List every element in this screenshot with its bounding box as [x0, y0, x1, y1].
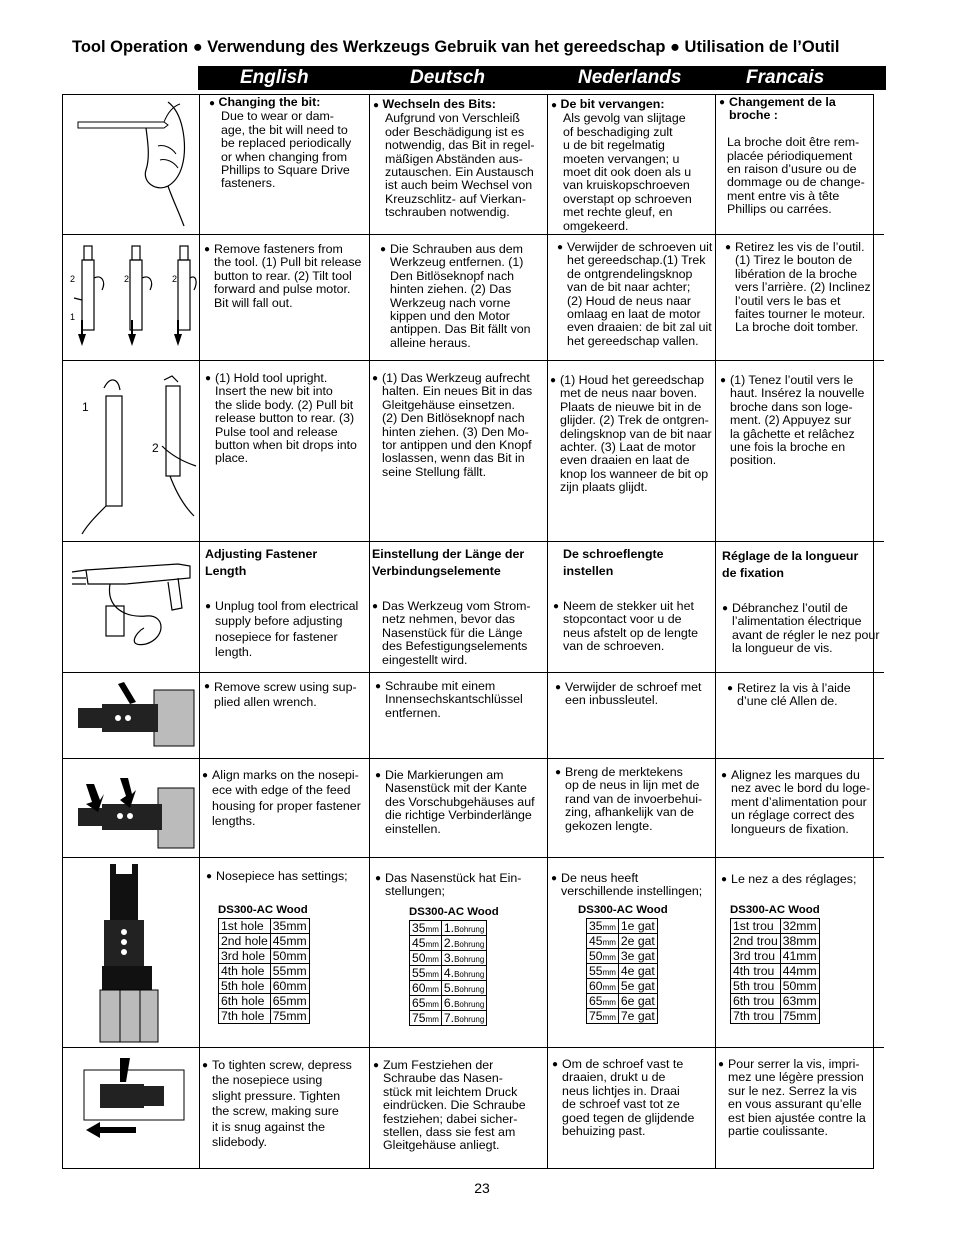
row7-en: ● Nosepiece has settings; — [206, 869, 348, 883]
settings-row — [410, 966, 487, 981]
svg-text:2: 2 — [152, 441, 159, 455]
settings-table-nl: DS300-AC Wood 35mm 1e gat 45mm 2e gat 50mm 3e gat 55mm 4e gat 60mm 5e gat 65mm 6e gat 75mm 7e gat — [578, 904, 668, 1023]
settings-row — [731, 994, 820, 1009]
setting-length: 75mm — [272, 1009, 307, 1023]
setting-hole: 7th trou — [733, 1009, 775, 1023]
setting-hole: 1. — [443, 921, 455, 935]
lang-nederlands: Nederlands — [578, 67, 682, 88]
row2-fr: ● Retirez les vis de l’outil. (1) Tirez le bouton de libération de la broche vers l’arrière. (2) Inclinez l’outil vers le bas et faites tourner le moteur. La broche doit tomber. — [725, 240, 871, 335]
setting-length: 45 — [412, 936, 426, 950]
setting-hole: 1e gat — [620, 919, 655, 933]
lang-deutsch: Deutsch — [410, 67, 485, 88]
setting-length: 65mm — [272, 994, 307, 1008]
setting-hole: 6th hole — [221, 994, 265, 1008]
svg-text:2: 2 — [172, 274, 178, 284]
row2-de: ● Die Schrauben aus dem Werkzeug entfernen. (1) Den Bitlöseknopf nach hinten ziehen. (2) Das Werkzeug nach vorne kippen und den Motor antippen. Das Bit fällt von alleine heraus. — [380, 242, 531, 350]
setting-length: 45 — [589, 934, 603, 948]
row8-de: ● Zum Festziehen der Schraube das Nasen- stück mit leichtem Druck eindrücken. Die Schraube festziehen; dabei sicher- stellen, dass sie fest am Gleitgehäuse anliegt. — [373, 1058, 526, 1153]
setting-hole: 5e gat — [620, 979, 655, 993]
setting-unit: mm — [425, 970, 439, 979]
setting-length: 35 — [412, 921, 426, 935]
setting-hole: 2. — [443, 936, 455, 950]
tighten-screw-illustration — [80, 1052, 196, 1142]
row5-nl: ● Verwijder de schroef met een inbussleutel. — [555, 680, 702, 708]
hand-holding-bit-illustration — [68, 98, 196, 230]
svg-text:1: 1 — [70, 312, 76, 322]
unplug-tool-illustration — [66, 548, 196, 666]
setting-length: 75 — [589, 1009, 603, 1023]
setting-length: 32mm — [782, 919, 817, 933]
setting-hole: 4th trou — [733, 964, 775, 978]
setting-unit: mm — [425, 955, 439, 964]
row7-de: ● Das Nasenstück hat Ein- stellungen; — [375, 871, 522, 899]
setting-hole-word: Bohrung — [454, 955, 485, 964]
svg-text:2: 2 — [70, 274, 76, 284]
setting-length: 75mm — [782, 1009, 817, 1023]
setting-length: 60 — [412, 981, 426, 995]
bit-insert-illustration — [66, 366, 198, 538]
row3-de: ● (1) Das Werkzeug aufrecht halten. Ein neues Bit in das Gleitgehäuse einsetzen. (2) Den Bitlöseknopf nach hinten ziehen. (3) Den Mo- tor antippen und den Knopf loslassen, wenn das Bit in seine Stellung fällt. — [372, 371, 533, 479]
setting-length: 45mm — [272, 934, 307, 948]
row3-nl: ● (1) Houd het gereedschap met de neus naar boven. Plaats de nieuwe bit in de glijder. (2) Trek de ontgren- delingsknop van de bit naar achter. (3) Laat de motor even draaien en laat de knop los wanneer de bit op zijn plaats glijdt. — [550, 373, 712, 495]
setting-length: 63mm — [782, 994, 817, 1008]
setting-length: 55mm — [272, 964, 307, 978]
nosepiece-settings-illustration — [96, 860, 166, 1044]
setting-hole-word: Bohrung — [454, 1000, 485, 1009]
settings-row — [410, 936, 487, 951]
setting-unit: mm — [602, 938, 616, 947]
allen-wrench-illustration — [72, 678, 196, 750]
setting-hole-word: Bohrung — [454, 1015, 485, 1024]
setting-hole: 5th trou — [733, 979, 775, 993]
settings-row — [219, 1009, 310, 1024]
row6-de: ● Die Markierungen am Nasenstück mit der Kante des Vorschubgehäuses auf die richtige Verbinderlänge einstellen. — [375, 768, 535, 836]
setting-length: 55 — [412, 966, 426, 980]
setting-hole-word: Bohrung — [454, 925, 485, 934]
setting-length: 38mm — [782, 934, 817, 948]
setting-unit: mm — [602, 953, 616, 962]
setting-hole: 3rd hole — [221, 949, 266, 963]
row2-en: ● Remove fasteners from the tool. (1) Pull bit release button to rear. (2) Tilt tool forward and pulse motor. Bit will fall out. — [204, 242, 362, 310]
settings-table-de: DS300-AC Wood 35mm 1.Bohrung 45mm 2.Bohrung 50mm 3.Bohrung 55mm 4.Bohrung 60mm 5.Bohrung 65mm 6.Bohrung 75mm 7.Bohrung — [409, 906, 499, 1025]
settings-row — [587, 949, 658, 964]
row6-en: ● Align marks on the nosepi- ece with edge of the feed housing for proper fastener lengths. — [202, 768, 361, 829]
settings-row — [731, 964, 820, 979]
settings-row — [410, 951, 487, 966]
settings-row — [219, 994, 310, 1009]
setting-hole: 4th hole — [221, 964, 265, 978]
setting-unit: mm — [602, 998, 616, 1007]
setting-length: 44mm — [782, 964, 817, 978]
language-header-bar — [198, 66, 886, 90]
settings-row — [731, 919, 820, 934]
setting-length: 55 — [589, 964, 603, 978]
row4-nl: De schroeflengte instellen ● Neem de stekker uit het stopcontact voor u de neus afstelt op de lengte van de schroeven. — [553, 547, 699, 654]
setting-hole: 3e gat — [620, 949, 655, 963]
settings-row — [587, 1009, 658, 1024]
setting-length: 50mm — [272, 949, 307, 963]
settings-row — [731, 979, 820, 994]
setting-hole: 7. — [443, 1011, 455, 1025]
row3-en: ● (1) Hold tool upright. Insert the new bit into the slide body. (2) Pull bit release button to rear. (3) Pulse tool and release button when bit drops into place. — [205, 371, 357, 466]
row7-fr: ● Le nez a des réglages; — [721, 872, 857, 886]
row2-nl: ● Verwijder de schroeven uit het gereedschap.(1) Trek de ontgrendelingsknop van de bit naar achter; (2) Houd de neus naar omlaag en laat de motor even draaien: de bit zal uit het gereedschap vallen. — [557, 240, 713, 348]
setting-unit: mm — [425, 940, 439, 949]
row1-de: ● Wechseln des Bits: Aufgrund von Verschleiß oder Beschädigung ist es notwendig, das Bit in regel- mäßigen Abständen aus- zutauschen. Ein Austausch ist auch beim Wechsel von Kreuzschlitz- auf Vierkan- tschrauben notwendig. — [373, 97, 535, 220]
settings-row — [219, 919, 310, 934]
setting-length: 75 — [412, 1011, 426, 1025]
row5-de: ● Schraube mit einem Innensechskantschlüssel entfernen. — [375, 679, 523, 720]
setting-hole: 6th trou — [733, 994, 775, 1008]
row5-en: ● Remove screw using sup- plied allen wrench. — [204, 680, 357, 709]
setting-hole: 7th hole — [221, 1009, 265, 1023]
settings-table-fr: DS300-AC Wood 1st trou 32mm 2nd trou 38mm 3rd trou 41mm 4th trou 44mm 5th trou 50mm 6th trou 63mm 7th trou 75mm — [730, 904, 820, 1023]
svg-text:1: 1 — [82, 400, 89, 414]
row1-fr: ● Changement de la broche : La broche doit être rem- placée périodiquement en raison d’usure ou de dommage ou de change- ment entre vis à tête Phillips ou carrées. — [719, 95, 865, 217]
lang-english: English — [240, 67, 309, 88]
setting-hole: 5th hole — [221, 979, 265, 993]
settings-row — [587, 964, 658, 979]
page-number: 23 — [474, 1180, 490, 1196]
settings-row — [587, 994, 658, 1009]
setting-unit: mm — [425, 925, 439, 934]
row4-fr: Réglage de la longueur de fixation ● Débranchez l’outil de l’alimentation électrique avant de régler le nez pour la longueur de vis. — [722, 549, 880, 656]
settings-row — [219, 949, 310, 964]
setting-hole: 3. — [443, 951, 455, 965]
setting-hole: 4. — [443, 966, 455, 980]
settings-row — [731, 934, 820, 949]
setting-length: 65 — [412, 996, 426, 1010]
setting-hole: 2nd trou — [733, 934, 778, 948]
setting-hole: 1st trou — [733, 919, 774, 933]
svg-text:2: 2 — [124, 274, 130, 284]
setting-length: 41mm — [782, 949, 817, 963]
setting-hole: 3rd trou — [733, 949, 776, 963]
settings-row — [410, 921, 487, 936]
settings-row — [731, 1009, 820, 1024]
setting-length: 60 — [589, 979, 603, 993]
setting-unit: mm — [425, 1015, 439, 1024]
row6-nl: ● Breng de merktekens op de neus in lijn met de rand van de invoerbehui- zing, afhankelijk van de gekozen lengte. — [555, 765, 703, 833]
setting-hole-word: Bohrung — [454, 985, 485, 994]
setting-hole-word: Bohrung — [454, 970, 485, 979]
setting-unit: mm — [425, 1000, 439, 1009]
row7-nl: ● De neus heeft verschillende instellingen; — [551, 871, 703, 899]
setting-hole: 1st hole — [221, 919, 264, 933]
settings-row — [587, 979, 658, 994]
setting-unit: mm — [425, 985, 439, 994]
bit-removal-illustration — [66, 238, 198, 356]
settings-row — [731, 949, 820, 964]
row3-fr: ● (1) Tenez l’outil vers le haut. Insérez la nouvelle broche dans son loge- ment. (2) Appuyez sur la gâchette et relâchez une fois la broche en position. — [720, 373, 865, 468]
settings-row — [219, 934, 310, 949]
setting-length: 35mm — [272, 919, 307, 933]
setting-unit: mm — [602, 1013, 616, 1022]
setting-hole: 2nd hole — [221, 934, 268, 948]
setting-hole: 2e gat — [620, 934, 655, 948]
row8-en: ● To tighten screw, depress the nosepiece using slight pressure. Tighten the screw, making sure it is snug against the slidebody. — [202, 1058, 352, 1150]
settings-row — [219, 979, 310, 994]
row4-en: Adjusting Fastener Length ● Unplug tool from electrical supply before adjusting nosepiece for fastener length. — [205, 547, 359, 660]
setting-unit: mm — [602, 968, 616, 977]
settings-row — [410, 1011, 487, 1026]
setting-length: 50mm — [782, 979, 817, 993]
settings-row — [219, 964, 310, 979]
setting-length: 50 — [412, 951, 426, 965]
setting-hole: 6e gat — [620, 994, 655, 1008]
setting-unit: mm — [602, 983, 616, 992]
row1-en: ● Changing the bit: Due to wear or dam- age, the bit will need to be replaced periodically or when changing from Phillips to Square Drive fasteners. — [209, 95, 352, 191]
setting-hole: 4e gat — [620, 964, 655, 978]
setting-length: 60mm — [272, 979, 307, 993]
row8-nl: ● Om de schroef vast te draaien, drukt u de neus lichtjes in. Draai de schroef vast tot ze goed tegen de glijdende behuizing past. — [552, 1057, 695, 1139]
setting-length: 35 — [589, 919, 603, 933]
row5-fr: ● Retirez la vis à l’aide d’une clé Allen de. — [727, 681, 851, 709]
row1-nl: ● De bit vervangen: Als gevolg van slijtage of beschadiging zult u de bit regelmatig moeten vervangen; u moet dit ook doen als u van kruiskopschroeven overstapt op schroeven met rechte gleuf, en omgekeerd. — [551, 97, 692, 233]
setting-hole: 6. — [443, 996, 455, 1010]
align-marks-illustration — [72, 764, 196, 852]
lang-francais: Francais — [746, 67, 825, 88]
setting-length: 65 — [589, 994, 603, 1008]
row6-fr: ● Alignez les marques du nez avec le bord du loge- ment d’alimentation pour un réglage correct des longueurs de fixation. — [721, 768, 871, 836]
row4-de: Einstellung der Länge der Verbindungselemente ● Das Werkzeug vom Strom- netz nehmen, bevor das Nasenstück für die Länge des Befestigungselements eingestellt wird. — [372, 547, 531, 667]
settings-row — [410, 981, 487, 996]
setting-hole-word: Bohrung — [454, 940, 485, 949]
setting-length: 50 — [589, 949, 603, 963]
setting-hole: 7e gat — [620, 1009, 655, 1023]
settings-row — [587, 919, 658, 934]
settings-row — [587, 934, 658, 949]
settings-row — [410, 996, 487, 1011]
setting-hole: 5. — [443, 981, 455, 995]
settings-table-en: DS300-AC Wood 1st hole 35mm 2nd hole 45mm 3rd hole 50mm 4th hole 55mm 5th hole 60mm 6th hole 65mm 7th hole 75mm — [218, 904, 308, 1023]
page-title: Tool Operation ● Verwendung des Werkzeugs Gebruik van het gereedschap ● Utilisation de l’Outil — [72, 38, 840, 56]
setting-unit: mm — [602, 923, 616, 932]
row8-fr: ● Pour serrer la vis, impri- mez une légère pression sur le nez. Serrez la vis en vous assurant qu’elle est bien ajustée contre la partie coulissante. — [718, 1057, 866, 1139]
